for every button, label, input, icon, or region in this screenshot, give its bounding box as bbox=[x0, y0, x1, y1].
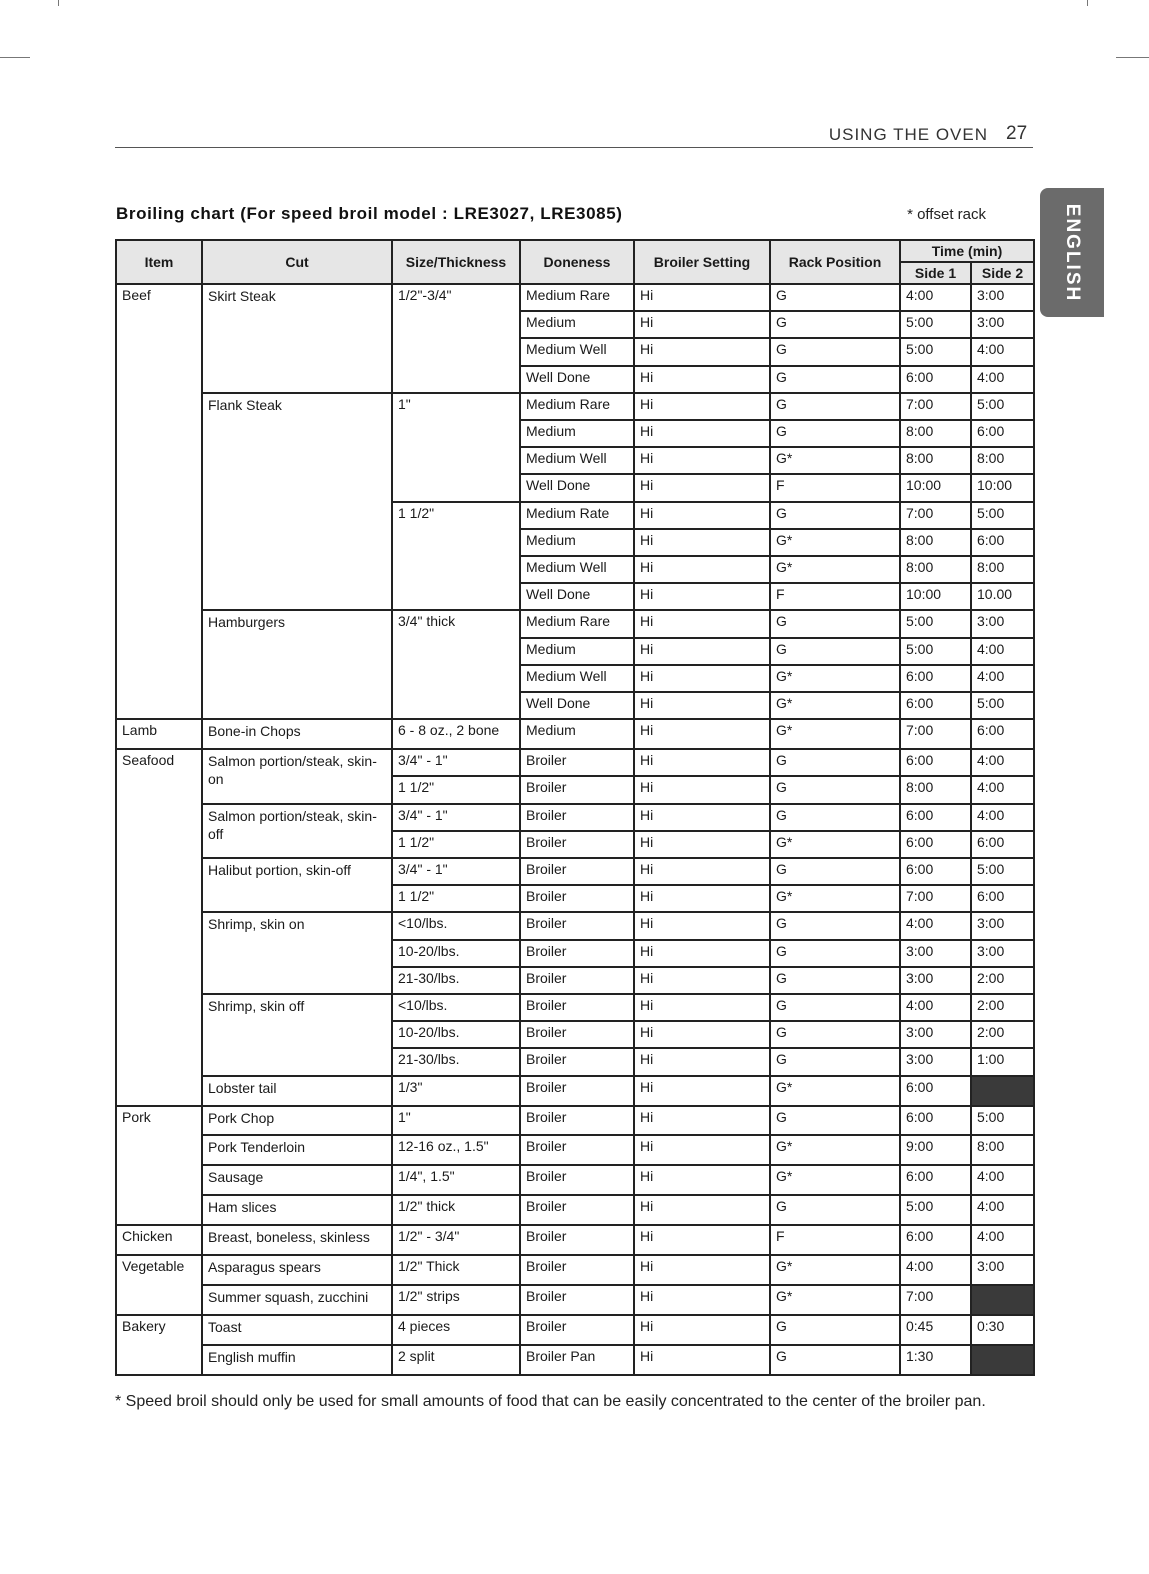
time-side2-cell: 4:00 bbox=[971, 1225, 1034, 1255]
item-cell: Vegetable bbox=[116, 1255, 202, 1315]
doneness-cell: Medium Well bbox=[520, 447, 634, 474]
size-cell: 6 - 8 oz., 2 bone bbox=[392, 719, 520, 749]
cut-cell: Pork Tenderloin bbox=[202, 1135, 392, 1165]
time-side1-cell: 6:00 bbox=[900, 858, 971, 885]
time-side1-cell: 6:00 bbox=[900, 1165, 971, 1195]
cut-cell: Asparagus spears bbox=[202, 1255, 392, 1285]
item-cell: Pork bbox=[116, 1106, 202, 1226]
size-cell: 1/3" bbox=[392, 1076, 520, 1106]
time-side1-cell: 4:00 bbox=[900, 994, 971, 1021]
size-cell: 10-20/lbs. bbox=[392, 940, 520, 967]
size-cell: 1 1/2" bbox=[392, 776, 520, 803]
cut-cell: Lobster tail bbox=[202, 1076, 392, 1106]
doneness-cell: Well Done bbox=[520, 366, 634, 393]
crop-mark-top-left bbox=[58, 0, 59, 6]
cut-cell: Salmon portion/steak, skin-on bbox=[202, 749, 392, 803]
time-side1-cell: 3:00 bbox=[900, 1048, 971, 1075]
doneness-cell: Broiler bbox=[520, 994, 634, 1021]
rack-position-cell: F bbox=[770, 474, 900, 501]
time-side1-cell: 8:00 bbox=[900, 556, 971, 583]
time-side2-cell: 2:00 bbox=[971, 994, 1034, 1021]
rack-position-cell: G bbox=[770, 393, 900, 420]
doneness-cell: Broiler Pan bbox=[520, 1345, 634, 1375]
chart-body bbox=[116, 284, 1034, 1375]
time-side2-cell: 10.00 bbox=[971, 583, 1034, 610]
table-row bbox=[116, 1225, 1034, 1255]
time-side2-cell: 4:00 bbox=[971, 665, 1034, 692]
broiler-setting-cell: Hi bbox=[634, 447, 770, 474]
time-side1-cell: 4:00 bbox=[900, 284, 971, 311]
time-side2-not-applicable bbox=[971, 1076, 1034, 1106]
crop-mark-right bbox=[1116, 57, 1149, 58]
doneness-cell: Medium Well bbox=[520, 556, 634, 583]
crop-mark-left bbox=[0, 57, 30, 58]
time-side1-cell: 5:00 bbox=[900, 1195, 971, 1225]
size-cell: 1 1/2" bbox=[392, 885, 520, 912]
rack-position-cell: G bbox=[770, 1106, 900, 1136]
rack-position-cell: G bbox=[770, 366, 900, 393]
time-side1-cell: 6:00 bbox=[900, 831, 971, 858]
table-row bbox=[116, 610, 1034, 637]
broiler-setting-cell: Hi bbox=[634, 1076, 770, 1106]
rack-position-cell: F bbox=[770, 1225, 900, 1255]
table-row bbox=[116, 719, 1034, 749]
col-header-rack-position: Rack Position bbox=[770, 240, 900, 284]
broiler-setting-cell: Hi bbox=[634, 338, 770, 365]
rack-position-cell: G* bbox=[770, 1255, 900, 1285]
time-side2-cell: 6:00 bbox=[971, 529, 1034, 556]
footnote: * Speed broil should only be used for small amounts of food that can be easily concentrated to the center of the broiler pan. bbox=[115, 1393, 986, 1410]
table-row bbox=[116, 1195, 1034, 1225]
time-side1-cell: 8:00 bbox=[900, 447, 971, 474]
rack-position-cell: G bbox=[770, 311, 900, 338]
doneness-cell: Medium Rare bbox=[520, 393, 634, 420]
size-cell: <10/lbs. bbox=[392, 912, 520, 939]
rack-position-cell: F bbox=[770, 583, 900, 610]
broiler-setting-cell: Hi bbox=[634, 638, 770, 665]
size-cell: 12-16 oz., 1.5" bbox=[392, 1135, 520, 1165]
broiler-setting-cell: Hi bbox=[634, 556, 770, 583]
doneness-cell: Broiler bbox=[520, 749, 634, 776]
table-row bbox=[116, 1315, 1034, 1345]
rack-position-cell: G* bbox=[770, 1165, 900, 1195]
doneness-cell: Broiler bbox=[520, 967, 634, 994]
rack-position-cell: G bbox=[770, 858, 900, 885]
doneness-cell: Well Done bbox=[520, 583, 634, 610]
doneness-cell: Broiler bbox=[520, 858, 634, 885]
cut-cell: Salmon portion/steak, skin-off bbox=[202, 804, 392, 858]
time-side1-cell: 8:00 bbox=[900, 420, 971, 447]
col-header-broiler-setting: Broiler Setting bbox=[634, 240, 770, 284]
broiler-setting-cell: Hi bbox=[634, 858, 770, 885]
col-header-size: Size/Thickness bbox=[392, 240, 520, 284]
table-row bbox=[116, 393, 1034, 420]
time-side2-cell: 3:00 bbox=[971, 940, 1034, 967]
time-side1-cell: 4:00 bbox=[900, 1255, 971, 1285]
time-side1-cell: 8:00 bbox=[900, 529, 971, 556]
cut-cell: Shrimp, skin on bbox=[202, 912, 392, 994]
table-row bbox=[116, 994, 1034, 1021]
doneness-cell: Medium Rare bbox=[520, 284, 634, 311]
doneness-cell: Broiler bbox=[520, 1285, 634, 1315]
time-side1-cell: 10:00 bbox=[900, 474, 971, 501]
size-cell: 1" bbox=[392, 1106, 520, 1136]
time-side1-cell: 7:00 bbox=[900, 885, 971, 912]
time-side2-cell: 5:00 bbox=[971, 692, 1034, 719]
doneness-cell: Medium bbox=[520, 311, 634, 338]
cut-cell: Flank Steak bbox=[202, 393, 392, 611]
size-cell: 3/4" - 1" bbox=[392, 858, 520, 885]
time-side1-cell: 1:30 bbox=[900, 1345, 971, 1375]
rack-position-cell: G bbox=[770, 749, 900, 776]
language-tab bbox=[1040, 188, 1104, 317]
cut-cell: Skirt Steak bbox=[202, 284, 392, 393]
broiler-setting-cell: Hi bbox=[634, 366, 770, 393]
time-side2-cell: 4:00 bbox=[971, 1195, 1034, 1225]
doneness-cell: Broiler bbox=[520, 912, 634, 939]
time-side2-cell: 3:00 bbox=[971, 610, 1034, 637]
rack-position-cell: G* bbox=[770, 447, 900, 474]
rack-position-cell: G bbox=[770, 610, 900, 637]
rack-position-cell: G* bbox=[770, 885, 900, 912]
doneness-cell: Broiler bbox=[520, 1315, 634, 1345]
table-row bbox=[116, 1076, 1034, 1106]
time-side1-cell: 6:00 bbox=[900, 749, 971, 776]
size-cell: 3/4" - 1" bbox=[392, 804, 520, 831]
broiler-setting-cell: Hi bbox=[634, 1255, 770, 1285]
time-side1-cell: 6:00 bbox=[900, 1106, 971, 1136]
table-row bbox=[116, 1165, 1034, 1195]
rack-position-cell: G bbox=[770, 1315, 900, 1345]
time-side1-cell: 7:00 bbox=[900, 502, 971, 529]
size-cell: 1/2" thick bbox=[392, 1195, 520, 1225]
broiler-setting-cell: Hi bbox=[634, 885, 770, 912]
doneness-cell: Broiler bbox=[520, 885, 634, 912]
table-row bbox=[116, 1255, 1034, 1285]
time-side2-cell: 3:00 bbox=[971, 1255, 1034, 1285]
time-side1-cell: 3:00 bbox=[900, 1021, 971, 1048]
offset-rack-note: * offset rack bbox=[907, 206, 986, 223]
time-side1-cell: 4:00 bbox=[900, 912, 971, 939]
table-row bbox=[116, 284, 1034, 311]
rack-position-cell: G* bbox=[770, 1135, 900, 1165]
time-side1-cell: 10:00 bbox=[900, 583, 971, 610]
broiler-setting-cell: Hi bbox=[634, 749, 770, 776]
time-side1-cell: 5:00 bbox=[900, 638, 971, 665]
rack-position-cell: G bbox=[770, 420, 900, 447]
broiler-setting-cell: Hi bbox=[634, 1315, 770, 1345]
doneness-cell: Medium Rate bbox=[520, 502, 634, 529]
rack-position-cell: G* bbox=[770, 556, 900, 583]
time-side1-cell: 7:00 bbox=[900, 393, 971, 420]
broiler-setting-cell: Hi bbox=[634, 393, 770, 420]
time-side2-cell: 4:00 bbox=[971, 338, 1034, 365]
time-side1-cell: 7:00 bbox=[900, 1285, 971, 1315]
col-header-time: Time (min) bbox=[900, 240, 1034, 262]
doneness-cell: Broiler bbox=[520, 1021, 634, 1048]
broiler-setting-cell: Hi bbox=[634, 719, 770, 749]
broiler-setting-cell: Hi bbox=[634, 1021, 770, 1048]
doneness-cell: Well Done bbox=[520, 474, 634, 501]
doneness-cell: Medium bbox=[520, 719, 634, 749]
rack-position-cell: G* bbox=[770, 719, 900, 749]
time-side1-cell: 0:45 bbox=[900, 1315, 971, 1345]
cut-cell: Breast, boneless, skinless bbox=[202, 1225, 392, 1255]
time-side2-cell: 0:30 bbox=[971, 1315, 1034, 1345]
rack-position-cell: G bbox=[770, 638, 900, 665]
cut-cell: Hamburgers bbox=[202, 610, 392, 719]
time-side2-cell: 5:00 bbox=[971, 1106, 1034, 1136]
broiler-setting-cell: Hi bbox=[634, 529, 770, 556]
broiler-setting-cell: Hi bbox=[634, 1048, 770, 1075]
time-side2-not-applicable bbox=[971, 1285, 1034, 1315]
size-cell: 3/4" - 1" bbox=[392, 749, 520, 776]
cut-cell: Sausage bbox=[202, 1165, 392, 1195]
time-side1-cell: 6:00 bbox=[900, 665, 971, 692]
time-side1-cell: 5:00 bbox=[900, 311, 971, 338]
time-side2-cell: 5:00 bbox=[971, 502, 1034, 529]
time-side2-cell: 6:00 bbox=[971, 831, 1034, 858]
broiler-setting-cell: Hi bbox=[634, 831, 770, 858]
cut-cell: Bone-in Chops bbox=[202, 719, 392, 749]
time-side2-cell: 4:00 bbox=[971, 1165, 1034, 1195]
time-side1-cell: 6:00 bbox=[900, 1225, 971, 1255]
table-row bbox=[116, 804, 1034, 831]
doneness-cell: Medium Well bbox=[520, 665, 634, 692]
cut-cell: Summer squash, zucchini bbox=[202, 1285, 392, 1315]
rack-position-cell: G bbox=[770, 994, 900, 1021]
broiler-setting-cell: Hi bbox=[634, 610, 770, 637]
rack-position-cell: G bbox=[770, 776, 900, 803]
time-side2-cell: 6:00 bbox=[971, 885, 1034, 912]
rack-position-cell: G* bbox=[770, 831, 900, 858]
item-cell: Chicken bbox=[116, 1225, 202, 1255]
time-side2-cell: 4:00 bbox=[971, 749, 1034, 776]
doneness-cell: Broiler bbox=[520, 804, 634, 831]
table-row bbox=[116, 1135, 1034, 1165]
cut-cell: Halibut portion, skin-off bbox=[202, 858, 392, 912]
size-cell: 1/2" - 3/4" bbox=[392, 1225, 520, 1255]
size-cell: 1 1/2" bbox=[392, 502, 520, 611]
cut-cell: Toast bbox=[202, 1315, 392, 1345]
size-cell: 3/4" thick bbox=[392, 610, 520, 719]
rack-position-cell: G bbox=[770, 284, 900, 311]
time-side2-cell: 4:00 bbox=[971, 776, 1034, 803]
broiler-setting-cell: Hi bbox=[634, 967, 770, 994]
broiler-setting-cell: Hi bbox=[634, 420, 770, 447]
broiler-setting-cell: Hi bbox=[634, 1285, 770, 1315]
doneness-cell: Broiler bbox=[520, 1255, 634, 1285]
time-side2-not-applicable bbox=[971, 1345, 1034, 1375]
rack-position-cell: G* bbox=[770, 1076, 900, 1106]
time-side1-cell: 5:00 bbox=[900, 338, 971, 365]
doneness-cell: Well Done bbox=[520, 692, 634, 719]
time-side2-cell: 2:00 bbox=[971, 1021, 1034, 1048]
broiler-setting-cell: Hi bbox=[634, 1345, 770, 1375]
size-cell: 1/2" strips bbox=[392, 1285, 520, 1315]
time-side1-cell: 5:00 bbox=[900, 610, 971, 637]
broiler-setting-cell: Hi bbox=[634, 1195, 770, 1225]
size-cell: 1/2" Thick bbox=[392, 1255, 520, 1285]
col-header-cut: Cut bbox=[202, 240, 392, 284]
rack-position-cell: G bbox=[770, 967, 900, 994]
time-side2-cell: 3:00 bbox=[971, 284, 1034, 311]
size-cell: 21-30/lbs. bbox=[392, 967, 520, 994]
time-side1-cell: 6:00 bbox=[900, 1076, 971, 1106]
broiler-setting-cell: Hi bbox=[634, 692, 770, 719]
rack-position-cell: G bbox=[770, 1345, 900, 1375]
time-side2-cell: 3:00 bbox=[971, 311, 1034, 338]
item-cell: Beef bbox=[116, 284, 202, 719]
size-cell: 1/4", 1.5" bbox=[392, 1165, 520, 1195]
doneness-cell: Medium bbox=[520, 638, 634, 665]
rack-position-cell: G* bbox=[770, 529, 900, 556]
broiling-chart-table bbox=[115, 239, 1035, 1376]
broiler-setting-cell: Hi bbox=[634, 994, 770, 1021]
section-label: USING THE OVEN bbox=[828, 125, 988, 144]
doneness-cell: Broiler bbox=[520, 1165, 634, 1195]
doneness-cell: Broiler bbox=[520, 1135, 634, 1165]
doneness-cell: Broiler bbox=[520, 1106, 634, 1136]
table-row bbox=[116, 1345, 1034, 1375]
doneness-cell: Broiler bbox=[520, 1195, 634, 1225]
rack-position-cell: G bbox=[770, 1195, 900, 1225]
broiler-setting-cell: Hi bbox=[634, 912, 770, 939]
broiler-setting-cell: Hi bbox=[634, 474, 770, 501]
chart-title: Broiling chart (For speed broil model : LRE3027, LRE3085) bbox=[116, 204, 623, 223]
rack-position-cell: G bbox=[770, 940, 900, 967]
table-row bbox=[116, 1285, 1034, 1315]
doneness-cell: Broiler bbox=[520, 940, 634, 967]
table-row bbox=[116, 912, 1034, 939]
time-side1-cell: 8:00 bbox=[900, 776, 971, 803]
item-cell: Seafood bbox=[116, 749, 202, 1105]
col-header-side1: Side 1 bbox=[900, 262, 971, 284]
time-side2-cell: 3:00 bbox=[971, 912, 1034, 939]
time-side1-cell: 7:00 bbox=[900, 719, 971, 749]
rack-position-cell: G bbox=[770, 338, 900, 365]
time-side2-cell: 6:00 bbox=[971, 719, 1034, 749]
header-rule bbox=[115, 147, 1033, 148]
broiler-setting-cell: Hi bbox=[634, 776, 770, 803]
time-side1-cell: 3:00 bbox=[900, 967, 971, 994]
broiler-setting-cell: Hi bbox=[634, 583, 770, 610]
page-number: 27 bbox=[1006, 123, 1028, 144]
language-tab-label: ENGLISH bbox=[1062, 203, 1084, 302]
cut-cell: Pork Chop bbox=[202, 1106, 392, 1136]
cut-cell: Shrimp, skin off bbox=[202, 994, 392, 1076]
doneness-cell: Broiler bbox=[520, 1048, 634, 1075]
rack-position-cell: G bbox=[770, 912, 900, 939]
broiler-setting-cell: Hi bbox=[634, 804, 770, 831]
crop-mark-top-right bbox=[1087, 0, 1088, 6]
rack-position-cell: G bbox=[770, 502, 900, 529]
rack-position-cell: G* bbox=[770, 665, 900, 692]
rack-position-cell: G bbox=[770, 1021, 900, 1048]
time-side2-cell: 2:00 bbox=[971, 967, 1034, 994]
time-side1-cell: 6:00 bbox=[900, 804, 971, 831]
time-side2-cell: 5:00 bbox=[971, 858, 1034, 885]
broiler-setting-cell: Hi bbox=[634, 311, 770, 338]
rack-position-cell: G* bbox=[770, 692, 900, 719]
header-row bbox=[116, 240, 1034, 262]
time-side1-cell: 3:00 bbox=[900, 940, 971, 967]
doneness-cell: Broiler bbox=[520, 776, 634, 803]
doneness-cell: Broiler bbox=[520, 831, 634, 858]
time-side2-cell: 8:00 bbox=[971, 556, 1034, 583]
table-row bbox=[116, 1106, 1034, 1136]
time-side2-cell: 5:00 bbox=[971, 393, 1034, 420]
broiler-setting-cell: Hi bbox=[634, 284, 770, 311]
size-cell: 1/2"-3/4" bbox=[392, 284, 520, 393]
item-cell: Bakery bbox=[116, 1315, 202, 1375]
item-cell: Lamb bbox=[116, 719, 202, 749]
col-header-item: Item bbox=[116, 240, 202, 284]
rack-position-cell: G bbox=[770, 1048, 900, 1075]
time-side2-cell: 10:00 bbox=[971, 474, 1034, 501]
doneness-cell: Medium bbox=[520, 420, 634, 447]
cut-cell: English muffin bbox=[202, 1345, 392, 1375]
col-header-side2: Side 2 bbox=[971, 262, 1034, 284]
broiler-setting-cell: Hi bbox=[634, 1106, 770, 1136]
size-cell: 1" bbox=[392, 393, 520, 502]
size-cell: 1 1/2" bbox=[392, 831, 520, 858]
rack-position-cell: G* bbox=[770, 1285, 900, 1315]
doneness-cell: Medium Rare bbox=[520, 610, 634, 637]
broiler-setting-cell: Hi bbox=[634, 940, 770, 967]
table-row bbox=[116, 749, 1034, 776]
doneness-cell: Broiler bbox=[520, 1225, 634, 1255]
time-side2-cell: 8:00 bbox=[971, 447, 1034, 474]
size-cell: 4 pieces bbox=[392, 1315, 520, 1345]
time-side2-cell: 4:00 bbox=[971, 638, 1034, 665]
time-side1-cell: 9:00 bbox=[900, 1135, 971, 1165]
broiler-setting-cell: Hi bbox=[634, 1165, 770, 1195]
doneness-cell: Medium bbox=[520, 529, 634, 556]
time-side2-cell: 4:00 bbox=[971, 804, 1034, 831]
broiler-setting-cell: Hi bbox=[634, 1225, 770, 1255]
time-side2-cell: 4:00 bbox=[971, 366, 1034, 393]
rack-position-cell: G bbox=[770, 804, 900, 831]
doneness-cell: Broiler bbox=[520, 1076, 634, 1106]
time-side2-cell: 6:00 bbox=[971, 420, 1034, 447]
table-row bbox=[116, 858, 1034, 885]
broiler-setting-cell: Hi bbox=[634, 665, 770, 692]
cut-cell: Ham slices bbox=[202, 1195, 392, 1225]
size-cell: 21-30/lbs. bbox=[392, 1048, 520, 1075]
size-cell: <10/lbs. bbox=[392, 994, 520, 1021]
col-header-doneness: Doneness bbox=[520, 240, 634, 284]
doneness-cell: Medium Well bbox=[520, 338, 634, 365]
broiler-setting-cell: Hi bbox=[634, 1135, 770, 1165]
time-side1-cell: 6:00 bbox=[900, 692, 971, 719]
time-side2-cell: 1:00 bbox=[971, 1048, 1034, 1075]
broiler-setting-cell: Hi bbox=[634, 502, 770, 529]
time-side1-cell: 6:00 bbox=[900, 366, 971, 393]
time-side2-cell: 8:00 bbox=[971, 1135, 1034, 1165]
size-cell: 10-20/lbs. bbox=[392, 1021, 520, 1048]
size-cell: 2 split bbox=[392, 1345, 520, 1375]
